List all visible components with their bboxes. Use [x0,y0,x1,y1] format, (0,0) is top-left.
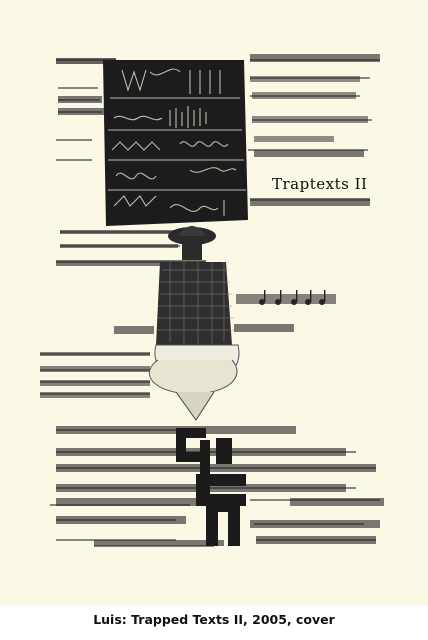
seated-figure [149,226,239,420]
woven-block [103,60,248,226]
image-caption: Luis: Trapped Texts II, 2005, cover [93,612,335,627]
artwork-headline: Traptexts II [272,175,368,193]
